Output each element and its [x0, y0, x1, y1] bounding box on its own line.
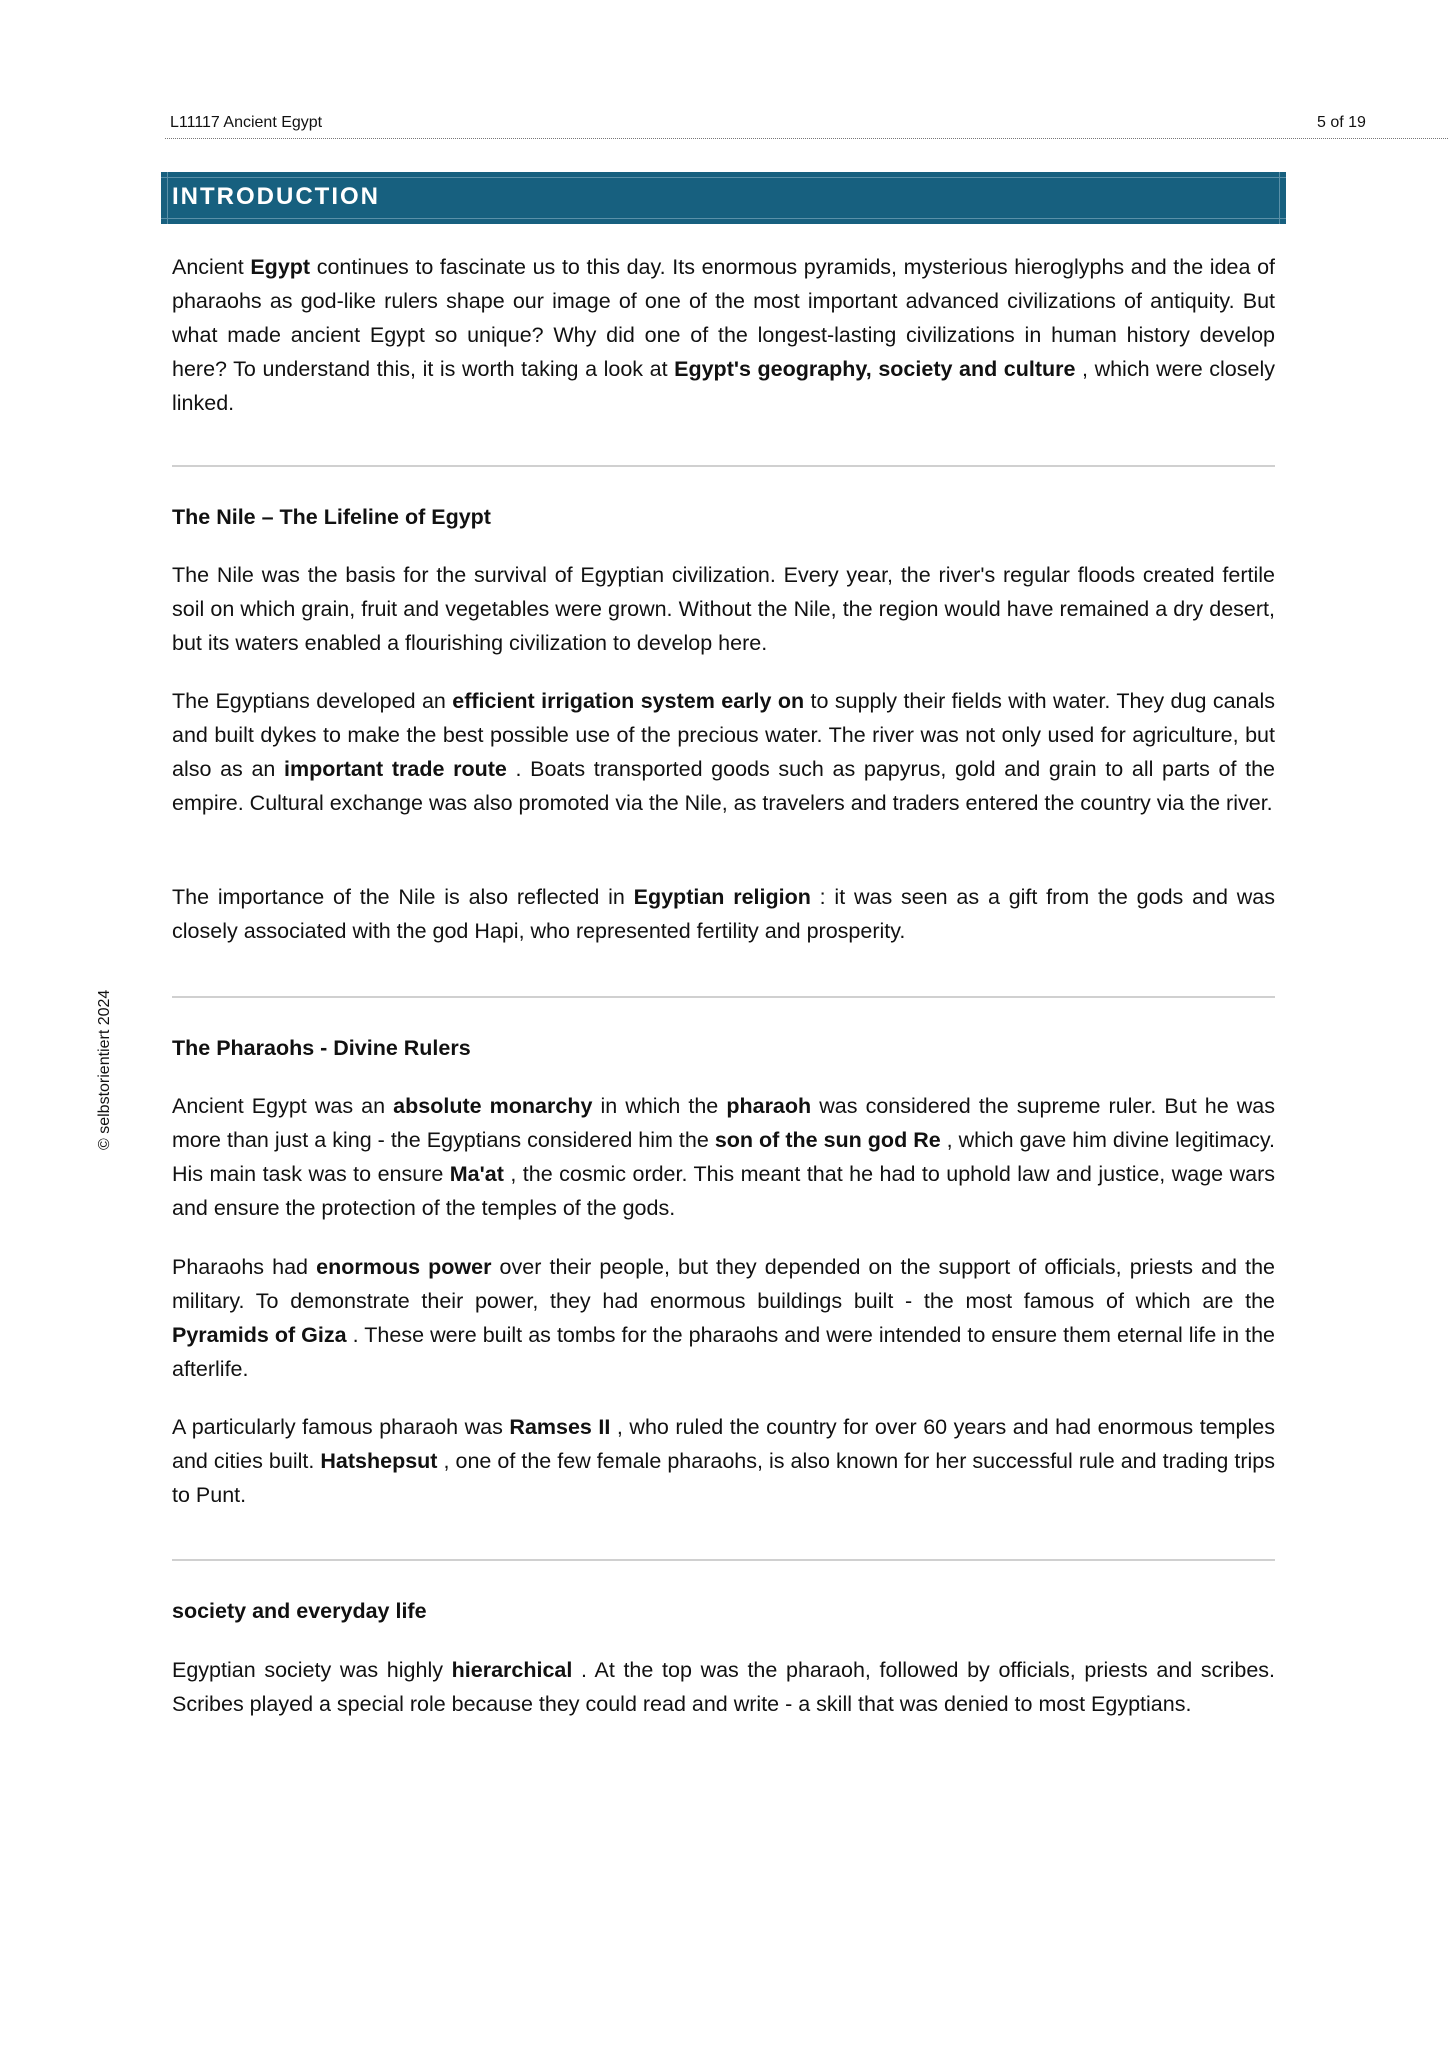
paragraph: A particularly famous pharaoh was Ramses II , who ruled the country for over 60 years and had enormous temples and cities built. Hatshepsut , one of the few female pharaohs, is also known for her successful rule and trading trips to Punt. [172, 1415, 1275, 1507]
emphasized-term: Egyptian religion [633, 885, 811, 909]
emphasized-term: pharaoh [726, 1094, 812, 1118]
emphasized-term: Ma'at [449, 1162, 504, 1186]
section-heading: society and everyday life [172, 1599, 427, 1623]
document-code: L11117 Ancient Egypt [170, 114, 323, 131]
copyright-note: © selbstorientiert 2024 [96, 989, 113, 1150]
section-banner [161, 172, 1286, 224]
paragraph: The Egyptians developed an efficient irrigation system early on to supply their fields with water. They dug canals and built dykes to make the best possible use of the precious water. The river was not only used for agriculture, but also as an important trade route . Boats transported goods such as papyrus, gold and grain to all parts of the empire. Cultural exchange was also promoted via the Nile, as travelers and traders entered the country via the river. [172, 689, 1275, 815]
section-heading: The Nile – The Lifeline of Egypt [172, 505, 491, 529]
header-divider [165, 138, 1448, 139]
emphasized-term: Egypt's geography, society and culture [674, 357, 1076, 381]
paragraph: The importance of the Nile is also reflected in Egyptian religion : it was seen as a gift from the gods and was closely associated with the god Hapi, who represented fertility and prosperity. [172, 885, 1275, 943]
page-header [170, 114, 1448, 138]
emphasized-term: enormous power [316, 1255, 492, 1279]
section-heading: The Pharaohs - Divine Rulers [172, 1036, 471, 1060]
emphasized-term: Egypt [250, 255, 311, 279]
emphasized-term: Ramses II [509, 1415, 611, 1439]
page-number: 5 of 19 [1317, 114, 1366, 131]
paragraph: Egyptian society was highly hierarchical . At the top was the pharaoh, followed by officials, priests and scribes. Scribes played a special role because they could read and write - a skill that was denied to most Egyptians. [172, 1658, 1276, 1716]
section-divider [172, 996, 1275, 998]
emphasized-term: absolute monarchy [393, 1094, 593, 1118]
emphasized-term: important trade route [284, 757, 507, 781]
section-divider [172, 465, 1275, 467]
emphasized-term: Hatshepsut [320, 1449, 438, 1473]
emphasized-term: hierarchical [451, 1658, 573, 1682]
emphasized-term: efficient irrigation system early on [452, 689, 805, 713]
section-divider [172, 1559, 1275, 1561]
paragraph: Ancient Egypt was an absolute monarchy in which the pharaoh was considered the supreme ruler. But he was more than just a king - the Egyptians considered him the son of the sun god Re , which gave him divine legitimacy. His main task was to ensure Ma'at , the cosmic order. This meant that he had to uphold law and justice, wage wars and ensure the protection of the temples of the gods. [172, 1094, 1276, 1220]
paragraph: The Nile was the basis for the survival of Egyptian civilization. Every year, the river's regular floods created fertile soil on which grain, fruit and vegetables were grown. Without the Nile, the region would have remained a dry desert, but its waters enabled a flourishing civilization to develop here. [172, 563, 1275, 655]
paragraph: Pharaohs had enormous power over their people, but they depended on the support of officials, priests and the military. To demonstrate their power, they had enormous buildings built - the most famous of which are the Pyramids of Giza . These were built as tombs for the pharaohs and were intended to ensure them eternal life in the afterlife. [172, 1255, 1275, 1381]
intro-paragraph: Ancient Egypt continues to fascinate us to this day. Its enormous pyramids, mysterious hieroglyphs and the idea of pharaohs as god-like rulers shape our image of one of the most important advanced civilizations of antiquity. But what made ancient Egypt so unique? Why did one of the longest-lasting civilizations in human history develop here? To understand this, it is worth taking a look at Egypt's geography, society and culture , which were closely linked. [172, 255, 1275, 415]
emphasized-term: son of the sun god Re [714, 1128, 941, 1152]
emphasized-term: Pyramids of Giza [172, 1323, 347, 1347]
banner-title: INTRODUCTION [172, 183, 380, 210]
